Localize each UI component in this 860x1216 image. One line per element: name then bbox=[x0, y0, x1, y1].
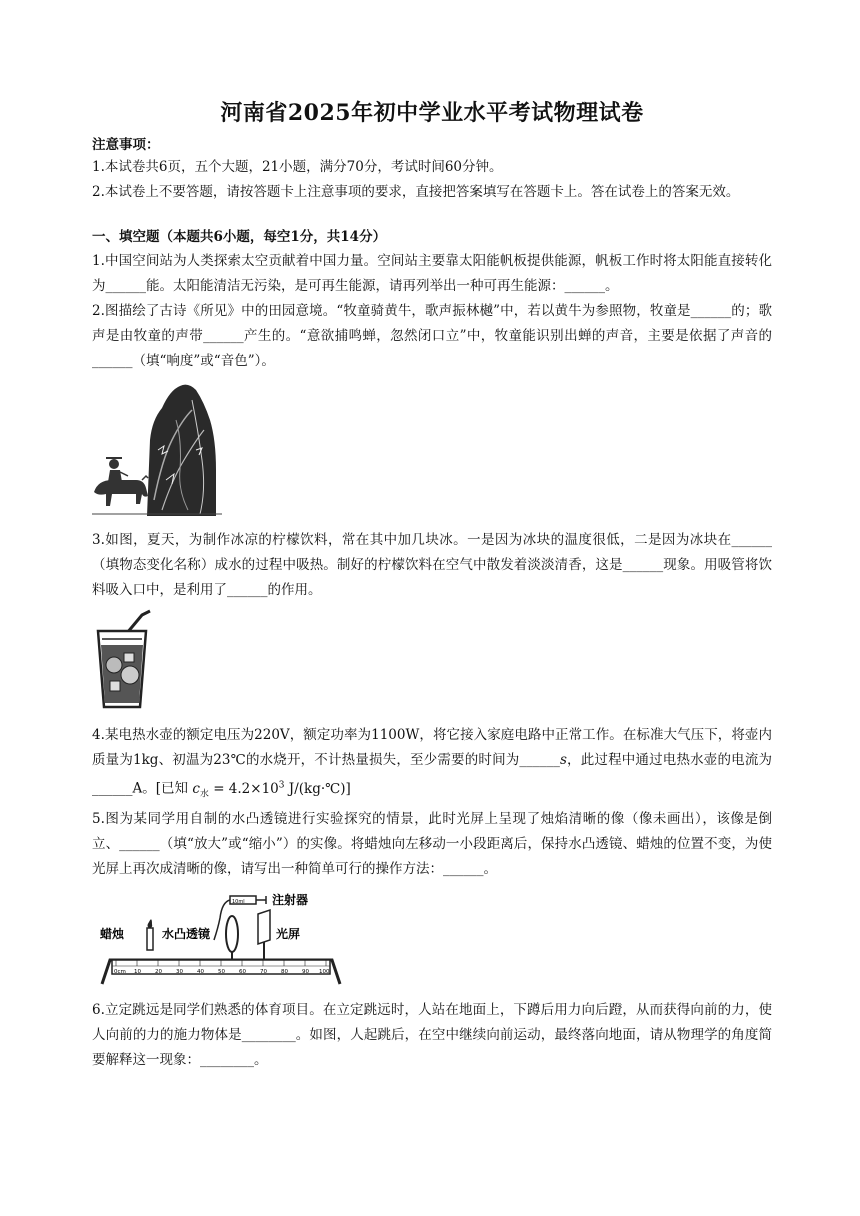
figure-lemonade bbox=[92, 609, 772, 717]
svg-text:10: 10 bbox=[134, 969, 141, 976]
question-2: 2.图描绘了古诗《所见》中的田园意境。“牧童骑黄牛，歌声振林樾”中，若以黄牛为参照物，牧童是______的；歌声是由牧童的声带______产生的。“意欲捕鸣蝉，忽然闭口立”中，牧童能识别出蝉的声音，主要是依据了声音的______（填“响度”或“音色”）。 bbox=[92, 303, 772, 369]
label-screen: 光屏 bbox=[276, 927, 301, 942]
exam-page bbox=[92, 96, 772, 1073]
svg-text:50: 50 bbox=[218, 969, 225, 976]
section-heading: 一、填空题（本题共6小题，每空1分，共14分） bbox=[92, 229, 387, 245]
screen-icon bbox=[258, 910, 270, 944]
lemonade-glass-illustration bbox=[92, 609, 162, 713]
formula-exponent: 3 bbox=[278, 780, 285, 790]
svg-text:60: 60 bbox=[239, 969, 246, 976]
formula-symbol-c: c bbox=[192, 780, 200, 797]
question-1: 1.中国空间站为人类探索太空贡献着中国力量。空间站主要靠太阳能帆板提供能源，帆板工作时将太阳能直接转化为______能。太阳能清洁无污染，是可再生能源，请再列举出一种可再生能源：______。 bbox=[92, 253, 772, 294]
label-lens: 水凸透镜 bbox=[162, 927, 211, 942]
question-6: 6.立定跳远是同学们熟悉的体育项目。在立定跳远时，人站在地面上，下蹲后用力向后蹬，从而获得向前的力，使人向前的力的施力物体是________。如图，人起跳后，在空中继续向前运动，最终落向地面，请从物理学的角度简要解释这一现象：________。 bbox=[92, 1002, 772, 1069]
water-lens-icon bbox=[226, 916, 238, 952]
svg-text:30: 30 bbox=[176, 969, 183, 976]
svg-text:20: 20 bbox=[155, 969, 162, 976]
optical-bench-illustration bbox=[92, 888, 352, 988]
cowherd-illustration bbox=[92, 380, 222, 518]
figure-cowherd bbox=[92, 380, 772, 522]
page-title: 河南省2025年初中学业水平考试物理试卷 bbox=[220, 100, 644, 126]
note-item-2: 2.本试卷上不要答题，请按答题卡上注意事项的要求，直接把答案填写在答题卡上。答在试卷上的答案无效。 bbox=[92, 184, 740, 200]
figure-optical-bench bbox=[92, 888, 772, 992]
svg-text:100: 100 bbox=[319, 969, 330, 976]
question-4-part1: 4.某电热水壶的额定电压为220V，额定功率为1100W，将它接入家庭电路中正常工作。在标准大气压下，将壶内质量为1kg、初温为23℃的水烧开，不计热量损失，至少需要的时间为______ bbox=[92, 727, 772, 768]
svg-text:10ml: 10ml bbox=[232, 899, 245, 906]
ruler-unit: 0cm bbox=[114, 969, 126, 976]
notes-heading: 注意事项： bbox=[92, 137, 160, 153]
svg-text:40: 40 bbox=[197, 969, 204, 976]
formula-unit: J/(kg·℃)] bbox=[284, 780, 351, 797]
label-syringe: 注射器 bbox=[272, 893, 309, 908]
svg-text:70: 70 bbox=[260, 969, 267, 976]
question-5: 5.图为某同学用自制的水凸透镜进行实验探究的情景，此时光屏上呈现了烛焰清晰的像（像未画出），该像是倒立、______（填“放大”或“缩小”）的实像。将蜡烛向左移动一小段距离后，保持水凸透镜、蜡烛的位置不变，为使光屏上再次成清晰的像，请写出一种简单可行的操作方法：______。 bbox=[92, 811, 772, 878]
flame-icon bbox=[148, 920, 153, 929]
unit-seconds: s bbox=[559, 752, 567, 768]
question-4-part2: ，此过程中通过电热水壶的电流为______A。[已知 bbox=[92, 752, 772, 797]
formula-subscript: 水 bbox=[199, 789, 209, 800]
specific-heat-formula bbox=[192, 780, 351, 800]
question-4 bbox=[92, 723, 772, 807]
svg-text:90: 90 bbox=[302, 969, 309, 976]
formula-value: = 4.2×10 bbox=[208, 780, 279, 797]
svg-text:80: 80 bbox=[281, 969, 288, 976]
label-candle: 蜡烛 bbox=[100, 927, 125, 942]
note-item-1: 1.本试卷共6页，五个大题，21小题，满分70分，考试时间60分钟。 bbox=[92, 159, 503, 175]
question-3: 3.如图，夏天，为制作冰凉的柠檬饮料，常在其中加几块冰。一是因为冰块的温度很低，二是因为冰块在______（填物态变化名称）成水的过程中吸热。制好的柠檬饮料在空气中散发着淡淡清香，这是______现象。用吸管将饮料吸入口中，是利用了______的作用。 bbox=[92, 532, 772, 598]
